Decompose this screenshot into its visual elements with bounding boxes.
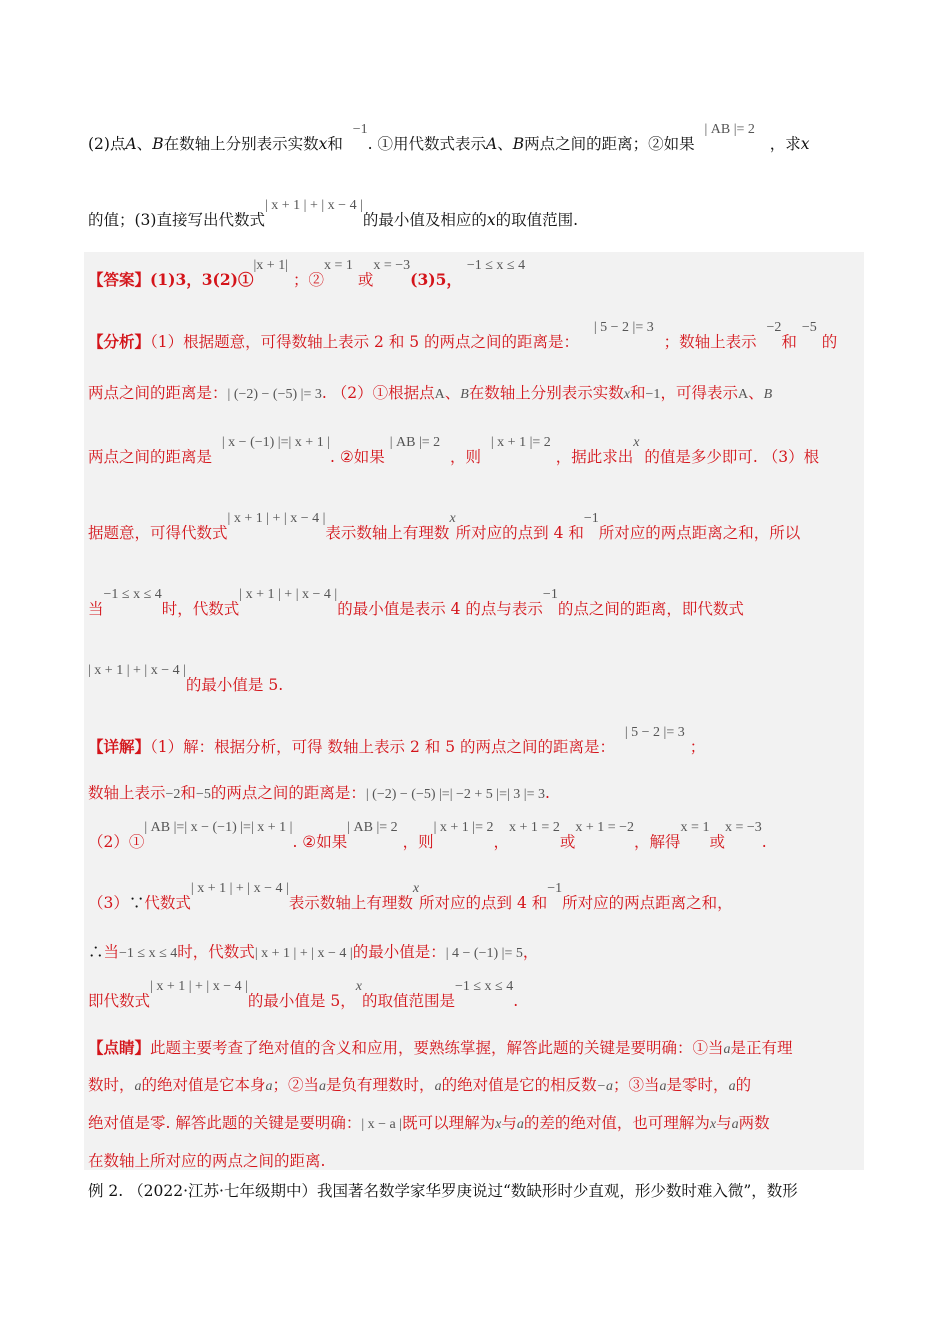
analysis-line-4: 据题意，可得代数式| x + 1 | + | x − 4 |表示数轴上有理数x所对应的点到 4 和−1所对应的两点距离之和，所以: [88, 511, 801, 542]
comment-line-4: 在数轴上所对应的两点之间的距离.: [88, 1152, 326, 1170]
detail-line-5: ∴当−1 ≤ x ≤ 4时，代数式| x + 1 | + | x − 4 |的最小值是：| 4 − (−1) |= 5，: [88, 943, 539, 961]
example-2-intro: 例 2. （2022·江苏·七年级期中）我国著名数学家华罗庚说过“数缺形时少直观，形少数时难入微”，数形: [88, 1182, 798, 1200]
detail-line-3: （2）①| AB |=| x − (−1) |=| x + 1 |. ②如果| AB |= 2 ，则| x + 1 |= 2，x + 1 = 2或x + 1 = −2，解得x = 1或x = −3.: [88, 820, 767, 851]
comment-line-1: 【点睛】此题主要考查了绝对值的含义和应用，要熟练掌握，解答此题的关键是要明确：①当a是正有理: [88, 1038, 793, 1057]
question-line-1: (2)点A、B在数轴上分别表示实数x和 −1. ①用代数式表示A、B两点之间的距离；②如果 | AB |= 2 ，求x: [88, 122, 810, 153]
analysis-line-6: | x + 1 | + | x − 4 |的最小值是 5.: [88, 663, 284, 694]
answer-line: 【答案】(1)3，3(2)①|x + 1| ；②x = 1 或x = −3(3)5， −1 ≤ x ≤ 4: [88, 258, 526, 289]
analysis-line-1: 【分析】（1）根据题意，可得数轴上表示 2 和 5 的两点之间的距离是： | 5 − 2 |= 3 ；数轴上表示 −2和 −5 的: [88, 320, 838, 351]
analysis-line-5: 当−1 ≤ x ≤ 4时，代数式| x + 1 | + | x − 4 |的最小值是表示 4 的点与表示−1的点之间的距离，即代数式: [88, 587, 744, 618]
question-line-2: 的值；(3)直接写出代数式| x + 1 | + | x − 4 |的最小值及相应的x的取值范围.: [88, 198, 579, 229]
detail-line-2: 数轴上表示−2和−5的两点之间的距离是：| (−2) − (−5) |=| −2 + 5 |=| 3 |= 3.: [88, 784, 550, 802]
detail-line-6: 即代数式| x + 1 | + | x − 4 |的最小值是 5，x的取值范围是−1 ≤ x ≤ 4.: [88, 979, 519, 1010]
math-neg1: −1: [352, 122, 368, 137]
math-expr: | x + 1 | + | x − 4 |: [264, 198, 363, 213]
detail-line-4: （3）∵代数式| x + 1 | + | x − 4 |表示数轴上有理数x所对应的点到 4 和−1所对应的两点距离之和，: [88, 881, 733, 912]
comment-line-2: 数时，a的绝对值是它本身a；②当a是负有理数时，a的绝对值是它的相反数−a；③当a是零时，a的: [88, 1076, 752, 1094]
detail-line-1: 【详解】（1）解：根据分析，可得 数轴上表示 2 和 5 的两点之间的距离是： | 5 − 2 |= 3 ；: [88, 725, 706, 756]
analysis-line-2: 两点之间的距离是：| (−2) − (−5) |= 3. （2）①根据点A、B在数轴上分别表示实数x和−1，可得表示A、B: [88, 384, 773, 402]
analysis-line-3: 两点之间的距离是 | x − (−1) |=| x + 1 |. ②如果 | AB |= 2 ，则 | x + 1 |= 2 ，据此求出x 的值是多少即可. （3）根: [88, 435, 820, 466]
math-abs-ab: | AB |= 2: [704, 122, 755, 137]
comment-line-3: 绝对值是零. 解答此题的关键是要明确：| x − a |既可以理解为x与a的差的绝对值，也可理解为x与a两数: [88, 1114, 770, 1132]
